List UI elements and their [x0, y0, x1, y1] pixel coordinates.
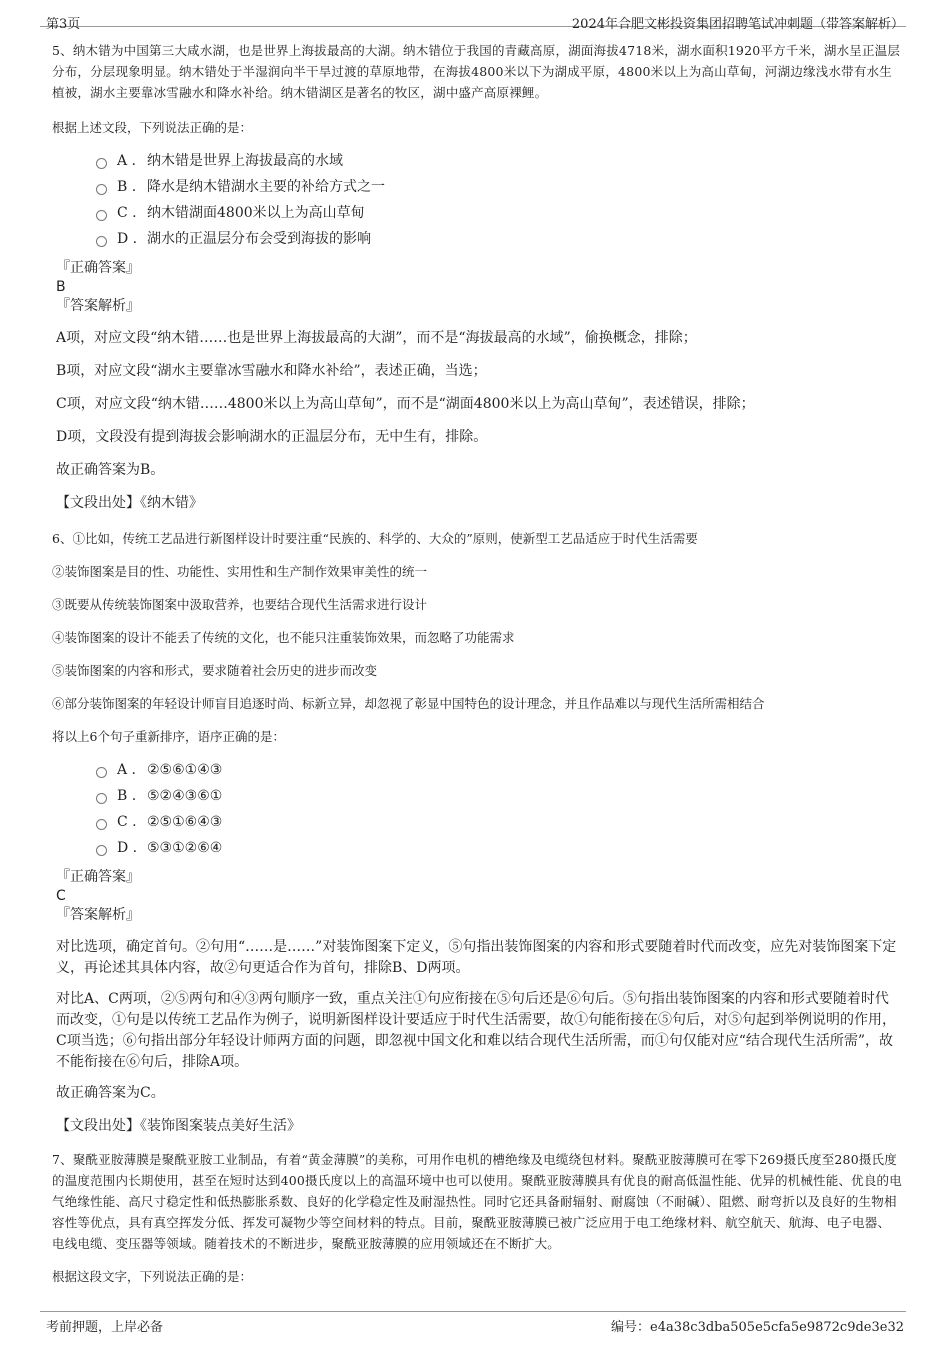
radio-icon[interactable]	[96, 210, 107, 221]
option-text: 纳木错湖面4800米以上为高山草甸	[147, 205, 365, 221]
q6-option-b[interactable]	[96, 783, 902, 809]
q6-analysis-label: 『答案解析』	[56, 907, 140, 923]
q5-answer-label: 『正确答案』	[56, 260, 140, 276]
page-header	[40, 0, 906, 32]
radio-icon[interactable]	[96, 236, 107, 247]
q6-analysis-conclusion: 故正确答案为C。	[56, 1085, 165, 1101]
option-key: B .	[117, 179, 137, 195]
q5-analysis-d: D项，文段没有提到海拔会影响湖水的正温层分布，无中生有，排除。	[56, 429, 488, 445]
q6-sentence-3: ③既要从传统装饰图案中汲取营养，也要结合现代生活需求进行设计	[52, 597, 428, 612]
q6-answer-label: 『正确答案』	[56, 869, 140, 885]
q6-sentence-5: ⑤装饰图案的内容和形式，要求随着社会历史的进步而改变	[52, 663, 378, 678]
q5-option-b[interactable]	[96, 174, 902, 200]
option-key: D .	[117, 840, 138, 856]
option-key: B .	[117, 788, 137, 804]
q7-passage: 7、聚酰亚胺薄膜是聚酰亚胺工业制品，有着“黄金薄膜”的美称，可用作电机的槽绝缘及电缆绕包材料。聚酰亚胺薄膜可在零下269摄氏度至280摄氏度的温度范围内长期使用，甚至在短时达到400摄氏度以上的高温环境中也可以使用。聚酰亚胺薄膜具有优良的耐高低温性能、优异的机械性能、优良的电气绝缘性能、高尺寸稳定性和低热膨胀系数、良好的化学稳定性及耐湿热性。同时它还具备耐辐射、耐腐蚀（不耐碱）、阻燃、耐弯折以及良好的生物相容性等优点，具有真空挥发分低、挥发可凝物少等空间材料的特点。目前，聚酰亚胺薄膜已被广泛应用于电工绝缘材料、航空航天、航海、电子电器、电线电缆、变压器等领域。随着技术的不断进步，聚酰亚胺薄膜的应用领域还在不断扩大。	[52, 1152, 902, 1251]
q5-analysis-label: 『答案解析』	[56, 298, 140, 314]
q6-sentence-1: 6、①比如，传统工艺品进行新图样设计时要注重“民族的、科学的、大众的”原则，使新型工艺品适应于时代生活需要	[52, 531, 698, 546]
q5-option-a[interactable]	[96, 148, 902, 174]
q6-option-d[interactable]	[96, 835, 902, 861]
q5-analysis-conclusion: 故正确答案为B。	[56, 462, 165, 478]
radio-icon[interactable]	[96, 184, 107, 195]
q6-analysis-2: 对比A、C两项，②⑤两句和④③两句顺序一致，重点关注①句应衔接在⑤句后还是⑥句后。⑤句指出装饰图案的内容和形式要随着时代而改变，①句是以传统工艺品作为例子，说明新图样设计要适应于时代生活需要，故①句能衔接在⑤句后，对⑤句起到举例说明的作用，C项当选；⑥句指出部分年轻设计师两方面的问题，即忽视中国文化和难以结合现代生活所需，而①句仅能对应“结合现代生活所需”，故不能衔接在⑥句后，排除A项。	[56, 991, 896, 1070]
option-text: ⑤③①②⑥④	[147, 840, 223, 856]
q5-source: 【文段出处】《纳木错》	[56, 495, 203, 511]
q5-option-d[interactable]	[96, 226, 902, 252]
q6-option-a[interactable]	[96, 757, 902, 783]
q5-stem: 根据上述文段，下列说法正确的是：	[52, 120, 253, 135]
q6-answer: C	[56, 888, 66, 904]
q5-option-c[interactable]	[96, 200, 902, 226]
q6-sentence-6: ⑥部分装饰图案的年轻设计师盲目追逐时尚、标新立异，却忽视了彰显中国特色的设计理念，并且作品难以与现代生活所需相结合	[52, 696, 765, 711]
footer-serial: 编号：e4a38c3dba505e5cfa5e9872c9de3e32	[611, 1320, 904, 1335]
option-text: 纳木错是世界上海拔最高的水域	[147, 153, 343, 169]
option-text: ⑤②④③⑥①	[147, 788, 223, 804]
q6-options	[52, 757, 902, 861]
document-title: 2024年合肥文彬投资集团招聘笔试冲刺题（带答案解析）	[571, 17, 904, 32]
q5-passage: 5、纳木错为中国第三大咸水湖，也是世界上海拔最高的大湖。纳木错位于我国的青藏高原，湖面海拔4718米，湖水面积1920平方千米，湖水呈正温层分布，分层现象明显。纳木错处于半湿润向半干旱过渡的草原地带，在海拔4800米以下为湖成平原，4800米以上为高山草甸，河湖边缘浅水带有水生植被，湖水主要靠冰雪融水和降水补给。纳木错湖区是著名的牧区，湖中盛产高原裸鲤。	[52, 43, 901, 100]
q6-sentence-2: ②装饰图案是目的性、功能性、实用性和生产制作效果审美性的统一	[52, 564, 428, 579]
q5-answer: B	[56, 279, 66, 295]
option-key: A .	[117, 153, 137, 169]
q7-stem: 根据这段文字，下列说法正确的是：	[52, 1269, 253, 1284]
q6-stem: 将以上6个句子重新排序，语序正确的是：	[52, 729, 285, 744]
option-key: D .	[117, 231, 138, 247]
q5-analysis-b: B项，对应文段“湖水主要靠冰雪融水和降水补给”，表述正确，当选；	[56, 363, 487, 379]
q5-analysis-c: C项，对应文段“纳木错……4800米以上为高山草甸”，而不是“湖面4800米以上为高山草甸”，表述错误，排除；	[56, 396, 755, 412]
option-key: C .	[117, 205, 137, 221]
page-number: 第3页	[46, 17, 81, 32]
radio-icon[interactable]	[96, 793, 107, 804]
option-text: ②⑤⑥①④③	[147, 762, 223, 778]
q6-option-c[interactable]	[96, 809, 902, 835]
option-key: A .	[117, 762, 137, 778]
option-text: ②⑤①⑥④③	[147, 814, 223, 830]
q6-source: 【文段出处】《装饰图案装点美好生活》	[56, 1118, 301, 1134]
radio-icon[interactable]	[96, 767, 107, 778]
radio-icon[interactable]	[96, 819, 107, 830]
option-text: 降水是纳木错湖水主要的补给方式之一	[147, 179, 385, 195]
q6-sentence-4: ④装饰图案的设计不能丢了传统的文化，也不能只注重装饰效果，而忽略了功能需求	[52, 630, 515, 645]
page-content	[52, 40, 902, 1287]
page-footer	[40, 1311, 906, 1335]
radio-icon[interactable]	[96, 845, 107, 856]
q6-analysis-1: 对比选项，确定首句。②句用“……是……”对装饰图案下定义，⑤句指出装饰图案的内容和形式要随着时代而改变，应先对装饰图案下定义，再论述其具体内容，故②句更适合作为首句，排除B、D两项。	[56, 939, 897, 976]
footer-slogan: 考前押题，上岸必备	[46, 1320, 164, 1335]
option-key: C .	[117, 814, 137, 830]
q5-options	[52, 148, 902, 252]
radio-icon[interactable]	[96, 158, 107, 169]
option-text: 湖水的正温层分布会受到海拔的影响	[147, 231, 371, 247]
q5-analysis-a: A项，对应文段“纳木错……也是世界上海拔最高的大湖”，而不是“海拔最高的水域”，偷换概念，排除；	[56, 330, 697, 346]
